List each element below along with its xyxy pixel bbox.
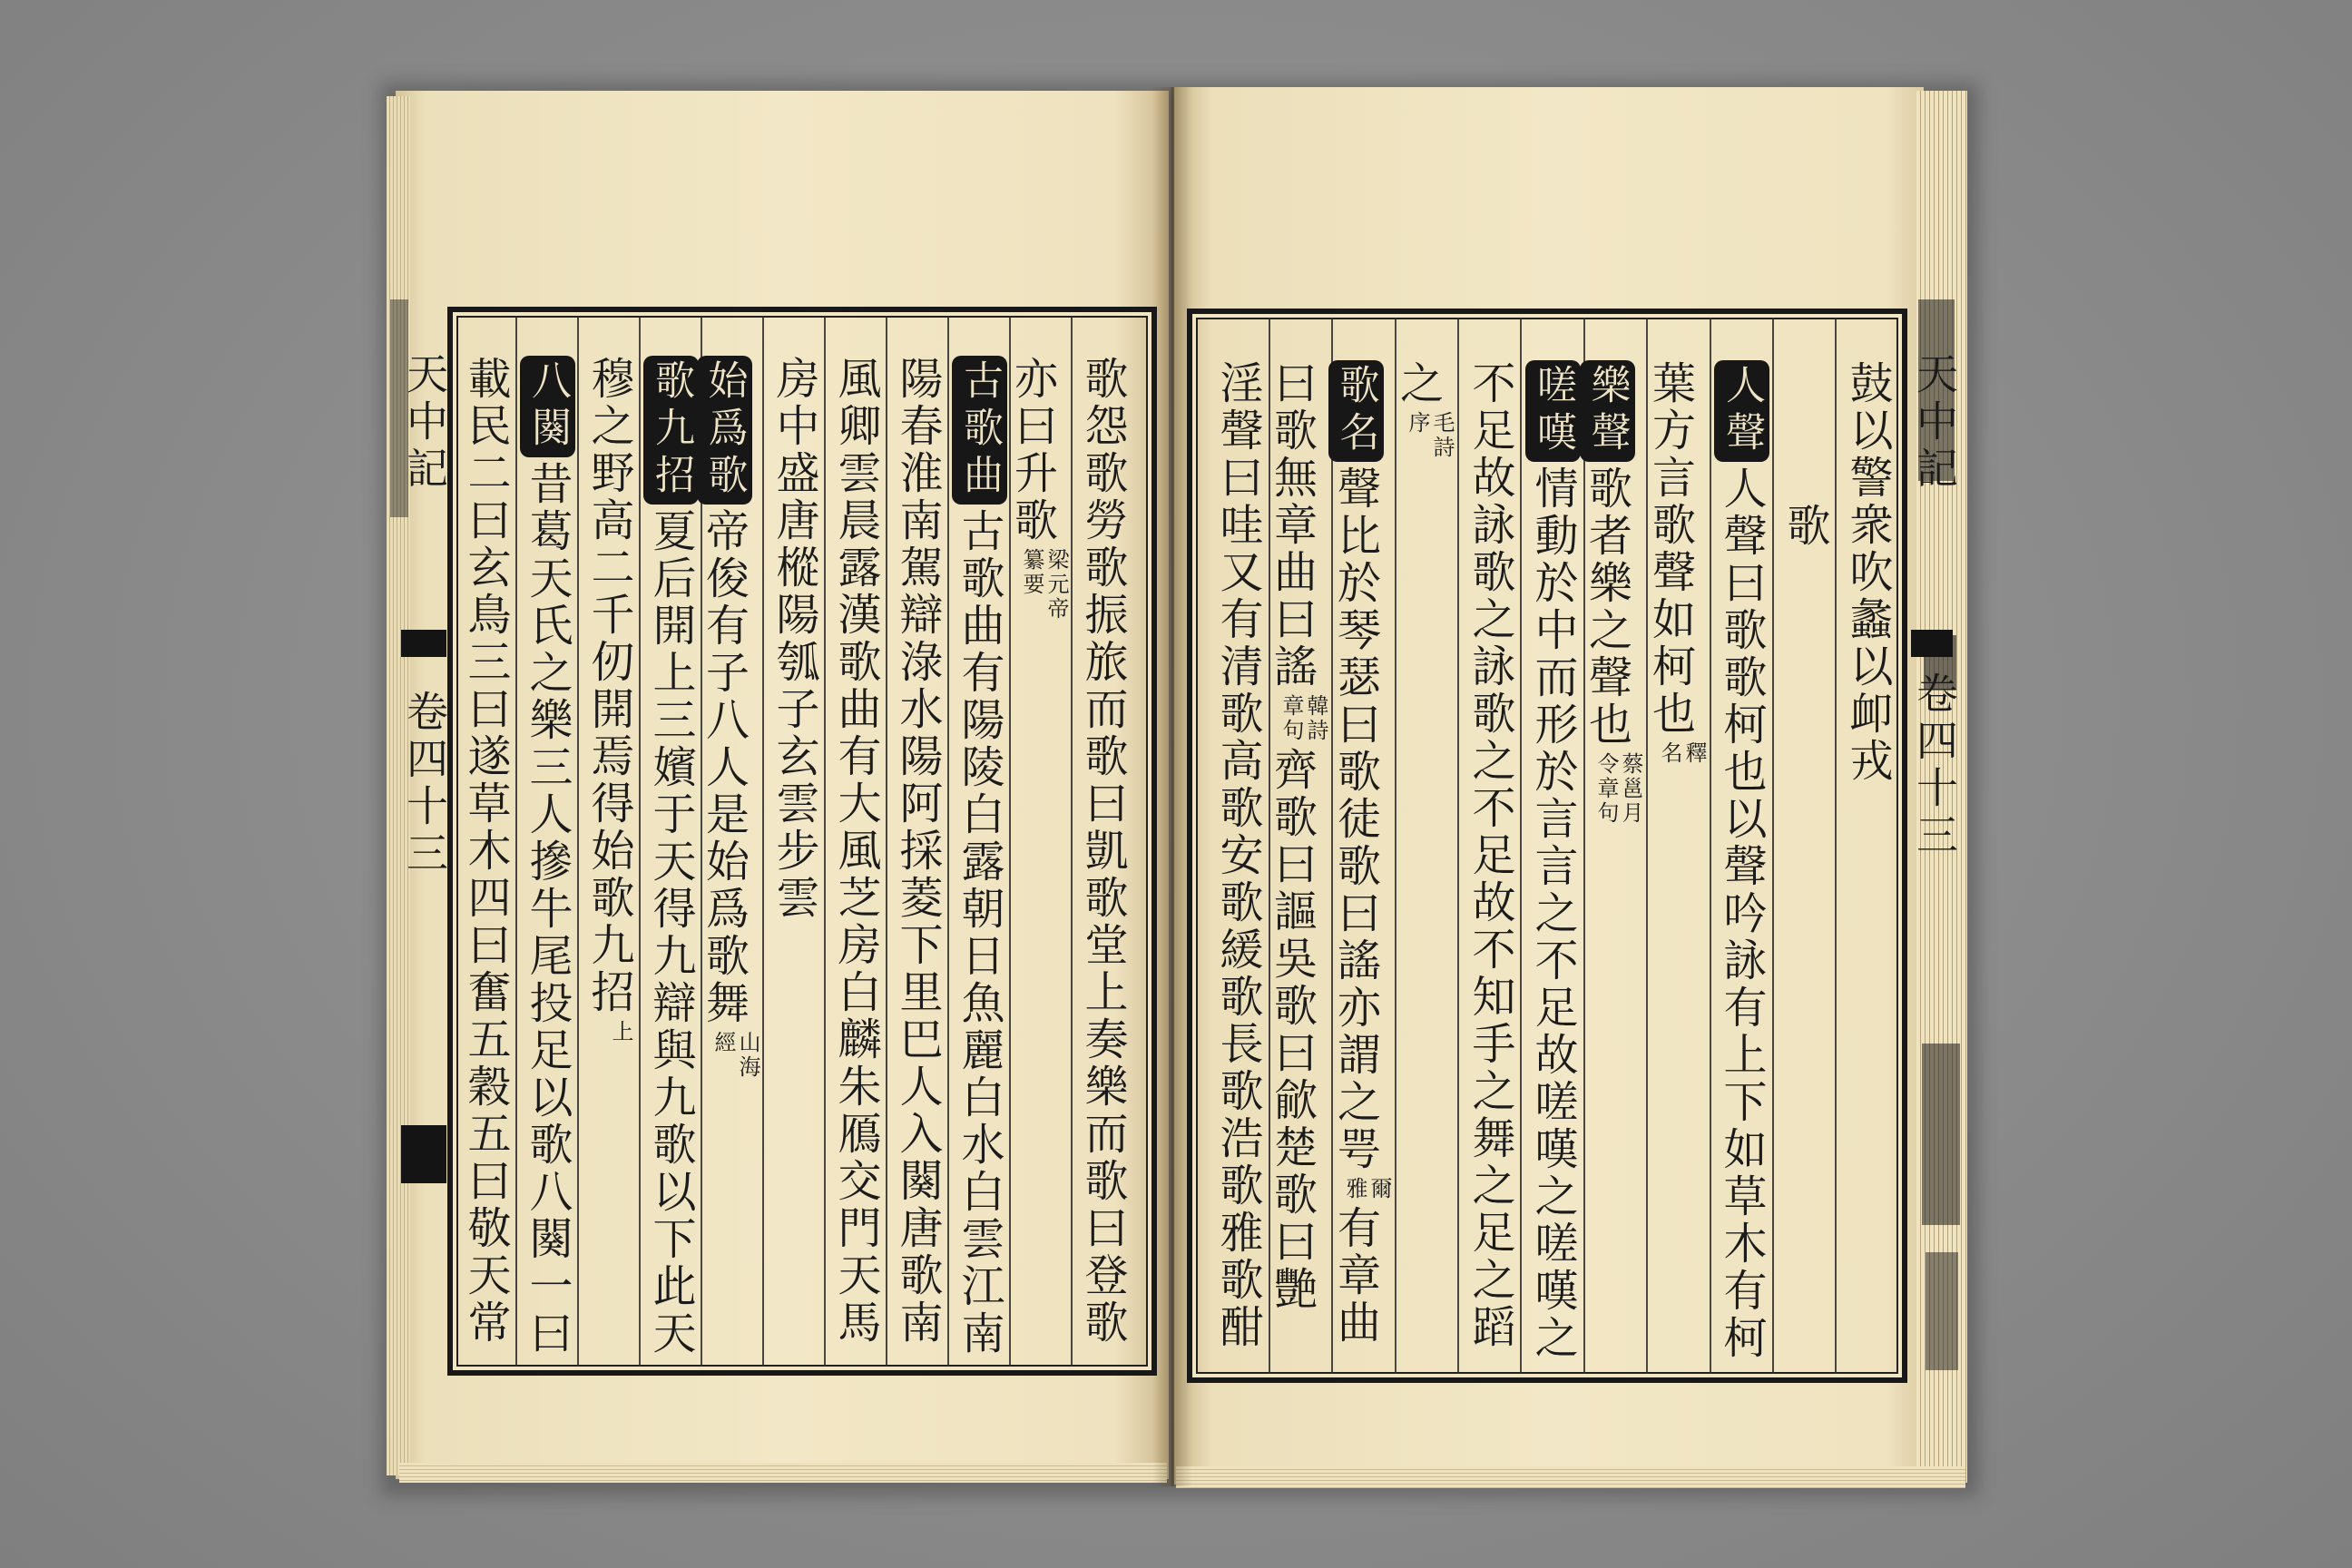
column-text-continued: 有章曲 [1329, 1205, 1381, 1347]
right-column-9 [1329, 360, 1392, 1375]
note-left: 雅 [1342, 1177, 1367, 1201]
left-column-7 [698, 356, 760, 1370]
topic-label: 嗟嘆 [1525, 360, 1581, 462]
right-column-8 [1392, 360, 1455, 1375]
column-text: 夏后開上三嬪于天得九辯與九歌以下此天 [645, 508, 696, 1357]
column-rule [1772, 318, 1774, 1374]
column-rule [947, 316, 949, 1367]
column-text: 風卿雲晨露漢歌曲有大風芝房白麟朱鴈交門天馬 [830, 356, 881, 1347]
fishtail-mark [401, 1125, 446, 1183]
column-text: 亦曰升歌 [1006, 356, 1058, 544]
right-column-4 [1644, 360, 1707, 1375]
left-column-5 [828, 356, 883, 1370]
note-right: 韓詩 [1303, 694, 1328, 743]
right-column-6 [1525, 360, 1580, 1375]
right-column-5 [1581, 360, 1643, 1375]
citation-note [1405, 411, 1454, 460]
citation-note [1342, 1177, 1391, 1201]
citation-note [710, 1031, 760, 1080]
right-column-3 [1714, 360, 1769, 1375]
column-text: 古歌曲有陽陵白露朝日魚麗白水白雲江南 [954, 508, 1004, 1357]
note-right: 上 [608, 1020, 633, 1044]
right-column-10 [1266, 360, 1328, 1375]
right-margin-volume: 卷四十三 [1910, 671, 1959, 860]
note-right: 梁元帝 [1044, 548, 1069, 622]
column-text: 房中盛唐樅陽瓠子玄雲步雲 [769, 356, 819, 922]
right-column-11 [1210, 360, 1265, 1375]
left-column-10 [520, 356, 574, 1370]
note-left: 纂要 [1019, 548, 1044, 597]
note-right: 爾 [1367, 1177, 1392, 1201]
note-left: 序 [1405, 411, 1430, 436]
column-text: 曰歌無章曲曰謠 [1266, 360, 1318, 691]
topic-label: 古歌曲 [952, 356, 1007, 505]
topic-label: 八闋 [520, 356, 575, 457]
left-column-9 [582, 356, 636, 1370]
left-column-4 [890, 356, 945, 1370]
left-margin-volume: 卷四十三 [400, 690, 449, 878]
right-margin-title: 天中記 [1910, 352, 1959, 494]
column-text: 陽春淮南駕辯淥水陽阿採菱下里巴人入闋唐歌南 [892, 356, 943, 1347]
column-rule [824, 316, 826, 1367]
column-rule [1071, 316, 1073, 1367]
column-rule [1457, 318, 1459, 1374]
citation-note [1279, 694, 1328, 743]
left-column-3 [952, 356, 1006, 1370]
ink-bleed [1922, 1044, 1960, 1225]
column-text: 載民二曰玄鳥三曰遂草木四曰奮五穀五曰敬天常 [460, 356, 511, 1347]
fishtail-mark [401, 630, 446, 657]
topic-label: 始爲歌 [697, 356, 752, 505]
fishtail-mark [1911, 630, 1953, 657]
column-text: 人聲曰歌歌柯也以聲吟詠有上下如草木有柯 [1716, 466, 1767, 1362]
note-right: 釋 [1681, 741, 1707, 766]
column-rule [1395, 318, 1396, 1374]
note-left: 章句 [1279, 694, 1304, 743]
left-column-8 [643, 356, 698, 1370]
citation-note [1657, 741, 1706, 766]
right-column-1 [1840, 360, 1895, 1375]
column-text: 帝俊有子八人是始爲歌舞 [698, 508, 750, 1027]
column-text: 葉方言歌聲如柯也 [1644, 360, 1696, 738]
column-rule [886, 316, 887, 1367]
left-column-11 [458, 356, 513, 1370]
left-column-2 [1006, 356, 1069, 1370]
column-text: 淫聲曰哇又有清歌高歌安歌緩歌長歌浩歌雅歌酣 [1212, 360, 1263, 1351]
right-bottom-edge [1176, 1466, 1965, 1488]
column-rule [1520, 318, 1522, 1374]
note-right: 山海 [735, 1031, 760, 1080]
topic-label: 樂聲 [1580, 360, 1635, 462]
column-text: 穆之野高二千仞開焉得始歌九招 [583, 356, 634, 1016]
left-column-1 [1075, 356, 1130, 1370]
note-right: 蔡邕月 [1618, 752, 1643, 826]
column-text: 不足故詠歌之詠歌之不足故不知手之舞之足之蹈 [1465, 360, 1515, 1351]
column-rule [1835, 318, 1837, 1374]
column-text: 歌者樂之聲也 [1581, 466, 1632, 749]
section-heading: 歌 [1779, 503, 1830, 550]
column-rule [1710, 318, 1711, 1374]
citation-note [1019, 548, 1068, 622]
column-rule [515, 316, 517, 1367]
column-text: 聲比於琴瑟曰歌徒歌曰謠亦謂之咢 [1329, 466, 1381, 1173]
left-column-6 [767, 356, 821, 1370]
note-left: 經 [710, 1031, 736, 1055]
column-text: 情動於中而形於言言之不足故嗟嘆之嗟嘆之 [1527, 466, 1578, 1362]
column-rule [762, 316, 764, 1367]
column-rule [639, 316, 641, 1367]
topic-label: 歌九招 [643, 356, 699, 505]
citation-note [1593, 752, 1642, 826]
note-left: 令章句 [1593, 752, 1619, 826]
citation-note [608, 1020, 632, 1044]
ink-bleed [1926, 1252, 1958, 1370]
note-right: 毛詩 [1429, 411, 1455, 460]
topic-label: 人聲 [1714, 360, 1769, 462]
column-text: 昔葛天氏之樂三人摻牛尾投足以歌八闋一曰 [522, 461, 573, 1357]
column-text: 之 [1392, 360, 1444, 407]
left-margin-title: 天中記 [400, 352, 449, 494]
right-column-2-heading [1778, 503, 1832, 1517]
column-text: 歌怨歌勞歌振旅而歌曰凱歌堂上奏樂而歌曰登歌 [1077, 356, 1128, 1347]
right-column-7 [1463, 360, 1517, 1375]
left-bottom-edge [399, 1463, 1167, 1483]
note-left: 名 [1657, 741, 1682, 766]
column-text-continued: 齊歌曰謳吳歌曰歈楚歌曰艷 [1266, 747, 1318, 1313]
topic-label: 歌名 [1328, 360, 1384, 462]
column-rule [577, 316, 579, 1367]
column-text: 鼓以警衆吹蠡以卹戎 [1842, 360, 1893, 785]
